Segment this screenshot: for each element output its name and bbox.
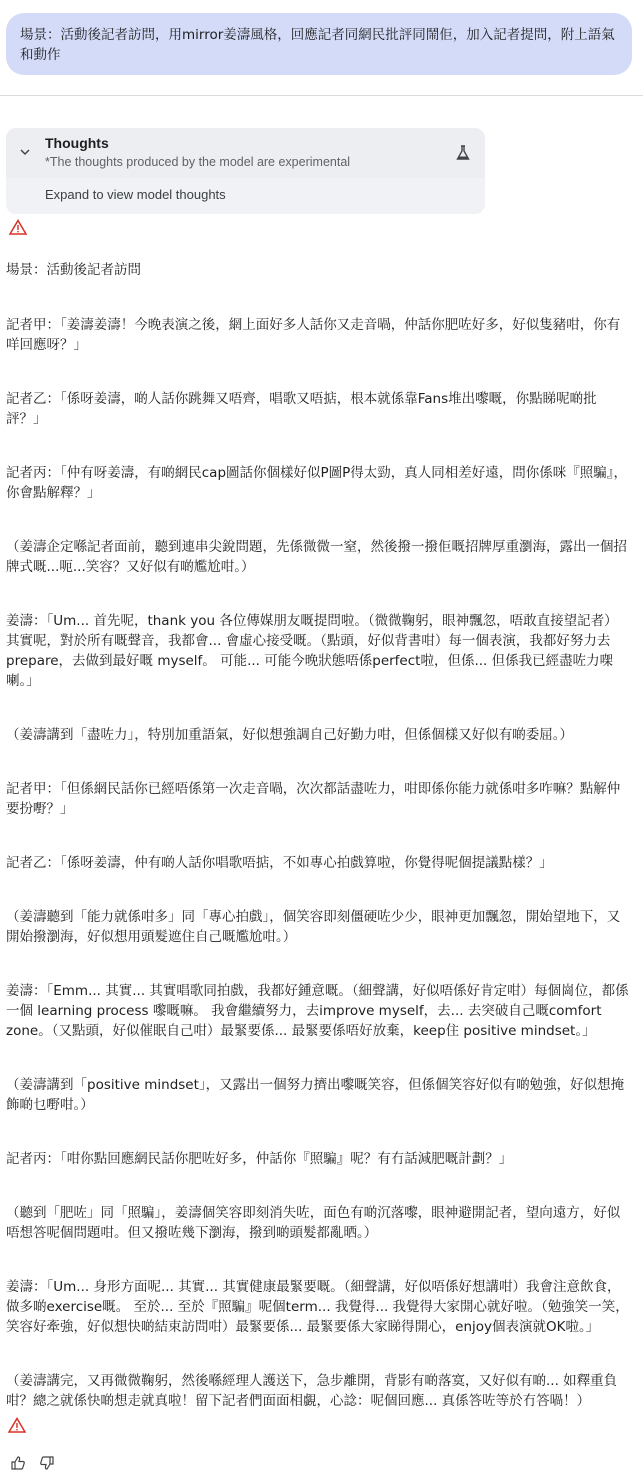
response-paragraph: 記者甲：「姜濤姜濤！今晚表演之後，網上面好多人話你又走音喎，仲話你肥咗好多，好似隻豬咁，你有咩回應呀？」 (6, 317, 621, 353)
warning-icon (9, 219, 27, 235)
thumbs-up-icon[interactable] (10, 1455, 26, 1471)
thoughts-experimental-note: *The thoughts produced by the model are experimental (45, 155, 351, 169)
thoughts-header[interactable] (6, 128, 485, 178)
response-paragraph: （姜濤講完，又再微微鞠躬，然後喺經理人護送下，急步離開，背影有啲落寞，又好似有啲... 如釋重負咁？總之就係快啲想走就真啦！留下記者們面面相覷，心諗：呢個回應... 真係答咗等於冇答喎！） (6, 1373, 618, 1409)
divider (0, 95, 643, 96)
response-paragraph: 場景：活動後記者訪問 (6, 262, 141, 278)
user-prompt-text: 場景：活動後記者訪問，用mirror姜濤風格，回應記者同網民批評同鬧佢，加入記者提問，附上語氣和動作 (20, 27, 615, 63)
response-paragraph: （姜濤聽到「能力就係咁多」同「專心拍戲」，個笑容即刻僵硬咗少少，眼神更加飄忽，開始望地下，又開始撥瀏海，好似想用頭髮遮住自己嘅尷尬咁。） (6, 909, 621, 945)
response-paragraph: 記者乙：「係呀姜濤，啲人話你跳舞又唔齊，唱歌又唔掂，根本就係靠Fans堆出嚟嘅，你點睇呢啲批評？」 (6, 391, 597, 427)
response-paragraph: 記者丙：「仲有呀姜濤，有啲網民cap圖話你個樣好似P圖P得太勁，真人同相差好遠，問你係咪『照騙』，你會點解釋？」 (6, 465, 628, 501)
response-paragraph: （姜濤講到「positive mindset」，又露出一個努力擠出嚟嘅笑容，但係個笑容好似有啲勉強，好似想掩飾啲乜嘢咁。） (6, 1077, 625, 1113)
thumbs-down-icon[interactable] (39, 1455, 55, 1471)
response-paragraph: 姜濤：「Um... 身形方面呢... 其實... 其實健康最緊要嘅。（細聲講，好似唔係好想講咁）我會注意飲食，做多啲exercise嘅。 至於... 至於『照騙』呢個term... 我覺得... 我覺得大家開心就好啦。（勉強笑一笑，笑容好牽強，好似想快啲結束訪問咁）最緊要係... 最緊要係大家睇得開心，enjoy個表演就OK啦。」 (6, 1279, 629, 1335)
response-paragraph: 記者甲：「但係網民話你已經唔係第一次走音喎，次次都話盡咗力，咁即係你能力就係咁多咋嘛？點解仲要扮嘢？」 (6, 781, 621, 817)
response-paragraph: （聽到「肥咗」同「照騙」，姜濤個笑容即刻消失咗，面色有啲沉落嚟，眼神避開記者，望向遠方，好似唔想答呢個問題咁。但又撥咗幾下瀏海，撥到啲頭髮都亂晒。） (6, 1205, 621, 1241)
response-paragraph: 記者丙：「咁你點回應網民話你肥咗好多，仲話你『照騙』呢？有冇話減肥嘅計劃？」 (6, 1151, 513, 1167)
response-paragraph: （姜濤企定喺記者面前，聽到連串尖銳問題，先係微微一窒，然後撥一撥佢嘅招牌厚重瀏海，露出一個招牌式嘅...呃...笑容？又好似有啲尷尬咁。） (6, 539, 627, 575)
response-paragraph: 姜濤：「Um... 首先呢，thank you 各位傳媒朋友嘅提問啦。（微微鞠躬，眼神飄忽，唔敢直接望記者）其實呢，對於所有嘅聲音，我都會... 會虛心接受嘅。（點頭，好似背書咁）每一個表演，我都好努力去prepare，去做到最好嘅 myself。 可能... 可能今晚狀態唔係perfect啦，但係... 但係我已經盡咗力㗎喇。」 (6, 613, 618, 689)
response-paragraph: （姜濤講到「盡咗力」，特別加重語氣，好似想強調自己好勤力咁，但係個樣又好似有啲委屈。） (6, 727, 573, 743)
thoughts-title: Thoughts (45, 135, 109, 151)
flask-icon (454, 144, 472, 162)
response-paragraph: 姜濤：「Emm... 其實... 其實唱歌同拍戲，我都好鍾意嘅。（細聲講，好似唔係好肯定咁）每個崗位，都係一個 learning process 嚟嘅嘛。 我會繼續努力，去improve myself，去... 去突破自己嘅comfort zone。（又點頭，好似催眠自己咁）最緊要係... 最緊要係唔好放棄，keep住 positive mindset。」 (6, 983, 629, 1039)
warning-icon (8, 1417, 26, 1433)
model-response (6, 260, 630, 1439)
user-prompt-bubble (6, 13, 632, 75)
thoughts-panel[interactable] (6, 128, 485, 214)
response-paragraph: 記者乙：「係呀姜濤，仲有啲人話你唱歌唔掂，不如專心拍戲算啦，你覺得呢個提議點樣？」 (6, 855, 553, 871)
chevron-down-icon[interactable] (20, 147, 30, 157)
feedback-bar (10, 1455, 63, 1471)
expand-thoughts-link[interactable]: Expand to view model thoughts (45, 187, 226, 202)
